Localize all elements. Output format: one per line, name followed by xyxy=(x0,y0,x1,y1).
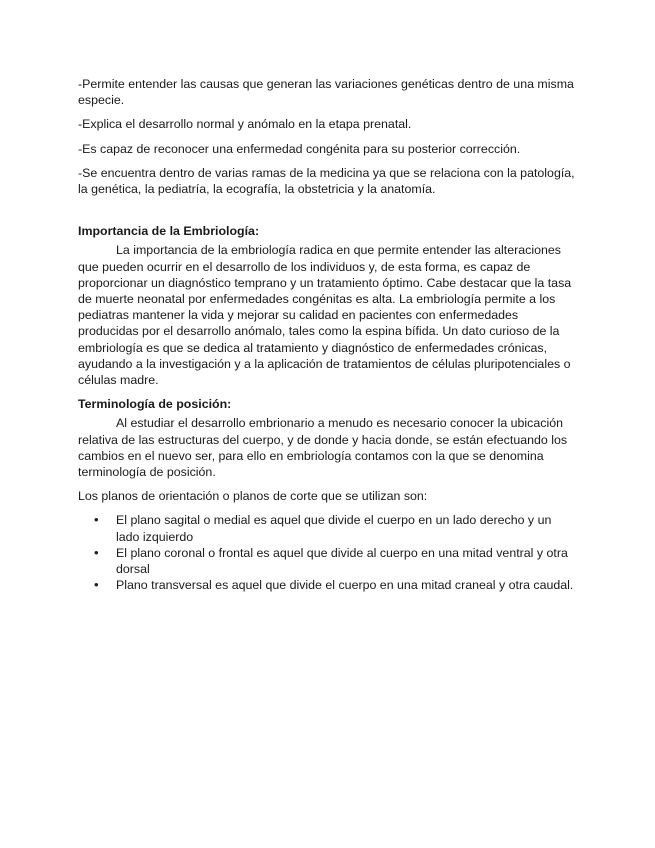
list-item xyxy=(78,512,578,544)
list-item xyxy=(78,545,578,577)
document-body xyxy=(78,76,578,593)
intro-item-3: -Es capaz de reconocer una enfermedad congénita para su posterior corrección. xyxy=(78,141,521,156)
planes-list xyxy=(78,512,578,593)
intro-item-1: -Permite entender las causas que generan las variaciones genéticas dentro de una misma especie. xyxy=(78,77,574,108)
importance-heading: Importancia de la Embriología: xyxy=(78,224,260,239)
bullet-icon: • xyxy=(94,577,99,593)
bullet-icon: • xyxy=(94,544,99,560)
planes-intro: Los planos de orientación o planos de corte que se utilizan son: xyxy=(78,489,428,504)
plane-sagital-text: El plano sagital o medial es aquel que divide el cuerpo en un lado derecho y un lado izquierdo xyxy=(116,513,552,544)
importance-paragraph: La importancia de la embriología radica en que permite entender las alteraciones que pueden ocurrir en el desarrollo de los individuos y, de esta forma, es capaz de proporcionar un diagnóstico temprano y un tratamiento óptimo. Cabe destacar que la tasa de muerte neonatal por enfermedades congénitas es alta. La embriología permite a los pediatras mantener la vida y mejorar su calidad en pacientes con enfermedades producidas por el desarrollo anómalo, tales como la espina bífida. Un dato curioso de la embriología es que se dedica al tratamiento y diagnóstico de enfermedades crónicas, ayudando a la investigación y a la aplicación de tratamientos de células pluripotenciales o células madre. xyxy=(78,243,572,388)
intro-item-2: -Explica el desarrollo normal y anómalo en la etapa prenatal. xyxy=(78,117,412,132)
plane-transversal-text: Plano transversal es aquel que divide el cuerpo en una mitad craneal y otra caudal. xyxy=(116,578,574,593)
intro-item-4: -Se encuentra dentro de varias ramas de la medicina ya que se relaciona con la patología, la genética, la pediatría, la ecografía, la obstetricia y la anatomía. xyxy=(78,165,575,197)
list-item xyxy=(78,577,578,593)
terminology-paragraph: Al estudiar el desarrollo embrionario a menudo es necesario conocer la ubicación relativa de las estructuras del cuerpo, y de donde y hacia donde, se están efectuando los cambios en el nuevo ser, para ello en embriología contamos con la que se denomina terminología de posición. xyxy=(78,416,568,480)
terminology-heading: Terminología de posición: xyxy=(78,397,232,412)
plane-coronal-text: El plano coronal o frontal es aquel que divide al cuerpo en una mitad ventral y otra dorsal xyxy=(116,545,568,577)
bullet-icon: • xyxy=(94,512,99,528)
